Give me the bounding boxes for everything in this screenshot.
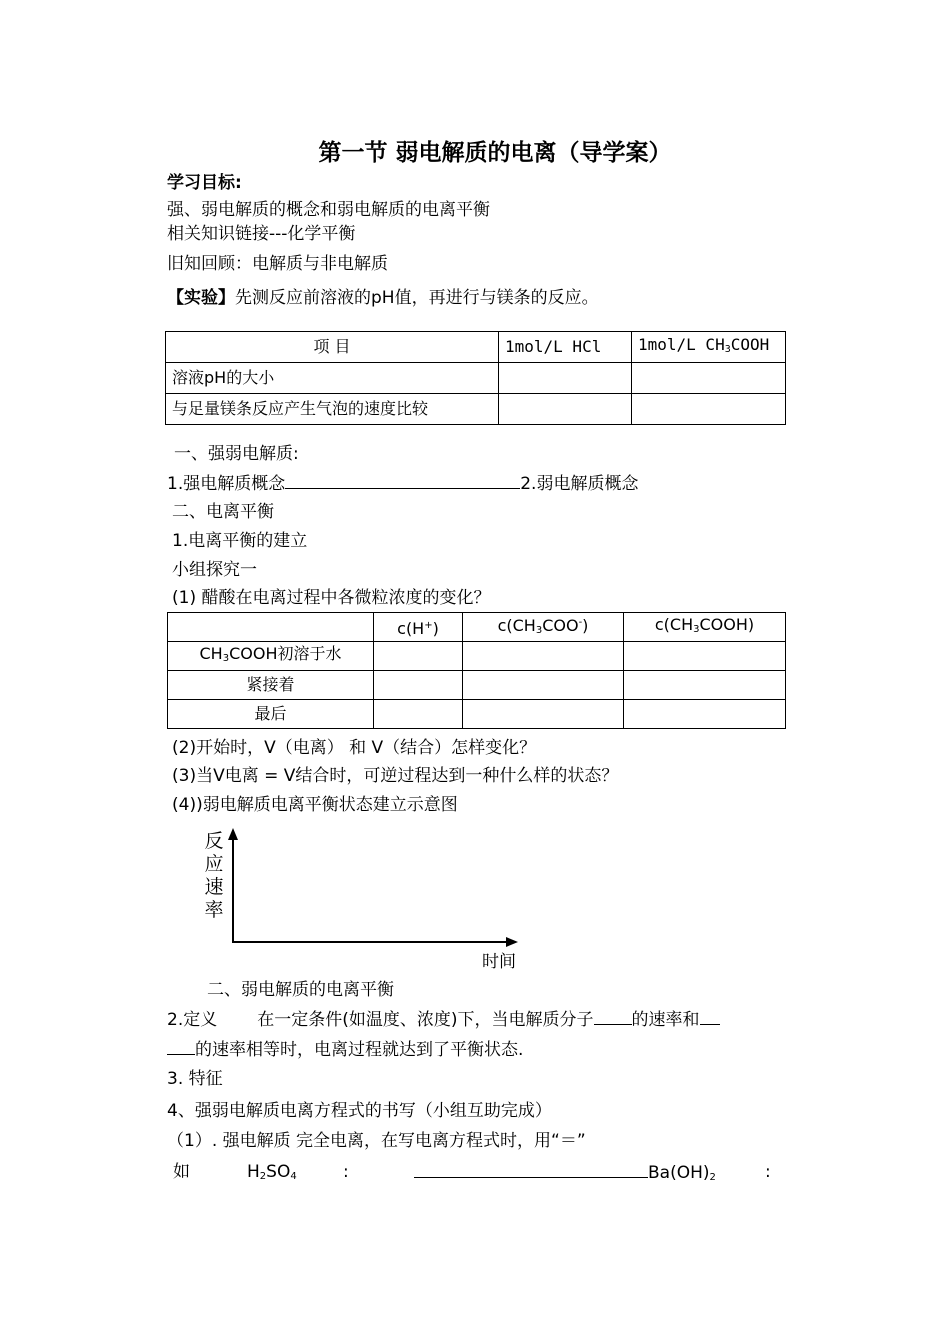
table-cell[interactable] [624, 642, 786, 671]
row-label-next: 紧接着 [168, 671, 374, 700]
objective-line-2: 相关知识链接---化学平衡 [167, 224, 356, 244]
header-acetate: $c(CH_3COO^-)$ [463, 613, 624, 642]
row-label-ph: 溶液pH的大小 [166, 363, 499, 394]
y-axis-label: 反 应 速 率 [204, 830, 224, 921]
objective-line-3: 旧知回顾：电解质与非电解质 [167, 254, 388, 274]
header-item: 项 目 [166, 332, 499, 363]
row-label-bubble-speed: 与足量镁条反应产生气泡的速度比较 [166, 394, 499, 425]
question-3: (3)当V电离 = V结合时，可逆过程达到一种什么样的状态？ [172, 766, 619, 786]
rate-time-axes [220, 826, 525, 951]
section1-heading: 一、强弱电解质: [174, 444, 299, 464]
table-cell [168, 613, 374, 642]
table-cell[interactable] [463, 671, 624, 700]
experiment-tag: 【实验】 [167, 288, 235, 308]
answer-blank[interactable] [594, 1008, 632, 1025]
header-ch3cooh: 1mol/L $CH_3COOH$ [632, 332, 786, 363]
table-cell[interactable] [374, 671, 463, 700]
table-cell[interactable] [499, 394, 632, 425]
table-cell[interactable] [624, 671, 786, 700]
question-2: (2)开始时，V（电离） 和 V（结合）怎样变化？ [172, 738, 537, 758]
row-label-final: 最后 [168, 700, 374, 729]
section2-heading: 二、电离平衡 [172, 502, 274, 522]
experiment-line [167, 287, 599, 309]
strong-electrolyte-concept: 1.强电解质概念 [167, 474, 286, 494]
table-row [168, 700, 786, 729]
table-cell[interactable] [374, 700, 463, 729]
example-ru: 如 [173, 1162, 190, 1182]
header-h-plus: c(H+) [374, 613, 463, 642]
experiment-table [165, 331, 786, 425]
x-axis-arrow [506, 937, 518, 947]
weak-electrolyte-concept: 2.弱电解质概念 [520, 474, 639, 494]
answer-blank[interactable] [285, 472, 520, 489]
definition-label: 2.定义 [167, 1010, 218, 1030]
table-row [166, 332, 786, 363]
equation-section-heading: 4、强弱电解质电离方程式的书写（小组互助完成） [167, 1101, 552, 1121]
section3-heading: 二、弱电解质的电离平衡 [207, 980, 394, 1000]
table-row [166, 363, 786, 394]
definition-line-2: 的速率相等时，电离过程就达到了平衡状态. [167, 1038, 523, 1061]
section2-sub1: 1.电离平衡的建立 [172, 531, 308, 551]
header-acetic-acid: $c(CH_3COOH)$ [624, 613, 786, 642]
example-h2so4: $H_2SO_4$ [247, 1162, 297, 1182]
answer-blank[interactable] [700, 1008, 720, 1025]
header-hcl: 1mol/L HCl [499, 332, 632, 363]
table-cell[interactable] [463, 642, 624, 671]
table-cell[interactable] [463, 700, 624, 729]
example-baoh2-line: $Ba(OH)_2$ [414, 1161, 716, 1189]
table-row [168, 613, 786, 642]
definition-line: 2.定义 在一定条件(如温度、浓度)下，当电解质分子 的速率和 [167, 1008, 720, 1031]
objectives-heading: 学习目标: [167, 173, 242, 193]
table-row [168, 671, 786, 700]
y-axis-arrow [228, 828, 238, 840]
table-cell[interactable] [624, 700, 786, 729]
table-cell[interactable] [632, 394, 786, 425]
table-cell[interactable] [374, 642, 463, 671]
answer-blank[interactable] [414, 1161, 648, 1178]
table-row [168, 642, 786, 671]
x-axis-label: 时间 [482, 952, 516, 972]
table-cell[interactable] [632, 363, 786, 394]
page-title: 第一节 弱电解质的电离（导学案） [318, 140, 672, 166]
table-row [166, 394, 786, 425]
objective-line-1: 强、弱电解质的概念和弱电解质的电离平衡 [167, 200, 490, 220]
table-cell[interactable] [499, 363, 632, 394]
feature-heading: 3. 特征 [167, 1069, 223, 1089]
answer-blank[interactable] [167, 1038, 195, 1055]
colon-1: : [343, 1162, 349, 1182]
row-label-initial: $CH_3COOH$初溶于水 [168, 642, 374, 671]
concentration-table [167, 612, 786, 729]
section1-items [167, 472, 638, 495]
question-1: (1) 醋酸在电离过程中各微粒浓度的变化？ [172, 588, 491, 608]
colon-2: : [765, 1162, 771, 1182]
group-inquiry: 小组探究一 [172, 560, 257, 580]
question-4: (4))弱电解质电离平衡状态建立示意图 [172, 795, 458, 815]
strong-electrolyte-note: （1）. 强电解质 完全电离，在写电离方程式时，用“＝” [167, 1131, 586, 1151]
experiment-text: 先测反应前溶液的pH值，再进行与镁条的反应。 [235, 288, 599, 308]
